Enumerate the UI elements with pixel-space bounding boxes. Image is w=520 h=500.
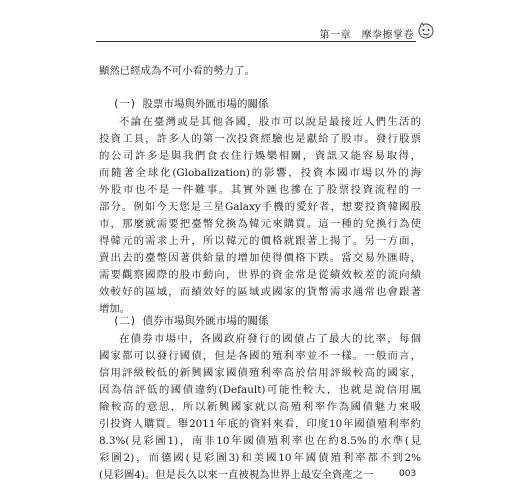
text-line: 效較好的區域，而績效好的區域或國家的貨幣需求通常也會跟著 bbox=[99, 286, 421, 298]
text-line: 8.3%(見彩圖1)，南非10年國債殖利率也在約8.5%的水準(見 bbox=[99, 435, 421, 447]
text-line: 增加。 bbox=[99, 303, 131, 315]
chapter-title: 第一章 摩拳擦掌卷 bbox=[319, 30, 414, 41]
text-line: 投資工具，許多人的第一次投資經驗也是獻給了股市。發行股票 bbox=[99, 133, 421, 145]
text-line: 市，那麼就需要把臺幣兌換為韓元來購買。這一種的兌換行為使 bbox=[99, 218, 421, 230]
section-1-body bbox=[99, 114, 421, 318]
text-line: 國家都可以發行國債，但是各國的殖利率並不一樣。一般而言， bbox=[99, 350, 421, 362]
page-number: 003 bbox=[399, 469, 417, 479]
text-line: 需要觀察國際的股市動向，世界的資金常是從績效較差的流向績 bbox=[99, 269, 421, 281]
text-line: 在債券市場中，各國政府發行的國債占了最大的比率，每個 bbox=[119, 333, 421, 345]
text-line: 彩圖2)，而德國(見彩圖3)和美國10年國債殖利率都不到2% bbox=[99, 452, 421, 464]
section-1-heading: (一) 股票市場與外匯市場的關係 bbox=[113, 98, 269, 110]
text-line: 賣出去的臺幣因著供給量的增加使得價格下跌。當交易外匯時， bbox=[99, 252, 421, 264]
text-line: 不論在臺灣或是其他各國，股市可以說是最接近人們生活的 bbox=[119, 116, 421, 128]
text-line: 信用評級較低的新興國家國債殖利率高於信用評級較高的國家， bbox=[99, 367, 421, 379]
text-line: 引投資人購買。舉2011年底的資料來看，印度10年國債殖利率約 bbox=[99, 418, 421, 430]
running-header bbox=[96, 26, 436, 42]
text-line: (見彩圖4)。但是長久以來一直被視為世界上最安全資產之一 bbox=[99, 469, 374, 481]
text-line: 得韓元的需求上升，所以韓元的價格就跟著上揚了。另一方面， bbox=[99, 235, 421, 247]
text-line: 外股市也不是一件難事。其實外匯也摻在了股票投資流程的一 bbox=[99, 184, 421, 196]
section-2-body bbox=[99, 331, 421, 484]
section-2-heading: (二) 債券市場與外匯市場的關係 bbox=[113, 315, 269, 327]
header-rule bbox=[96, 41, 416, 42]
intro-paragraph bbox=[99, 63, 421, 80]
text-line: 而隨著全球化(Globalization)的影響，投資本國市場以外的海 bbox=[99, 167, 421, 179]
text-line: 險較高的意思，所以新興國家就以高殖利率作為國債魅力來吸 bbox=[99, 401, 421, 413]
text-line: 的公司許多是與我們食衣住行娛樂相關，資訊又能容易取得， bbox=[99, 150, 421, 162]
text-line: 部分。例如今天您是三星Galaxy手機的愛好者，想要投資韓國股 bbox=[99, 201, 421, 213]
text-line: 顯然已經成為不可小看的勢力了。 bbox=[99, 65, 255, 77]
doodle-face-icon bbox=[416, 20, 436, 40]
text-line: 因為信評低的國債違約(Default)可能性較大，也就是說信用風 bbox=[99, 384, 421, 396]
